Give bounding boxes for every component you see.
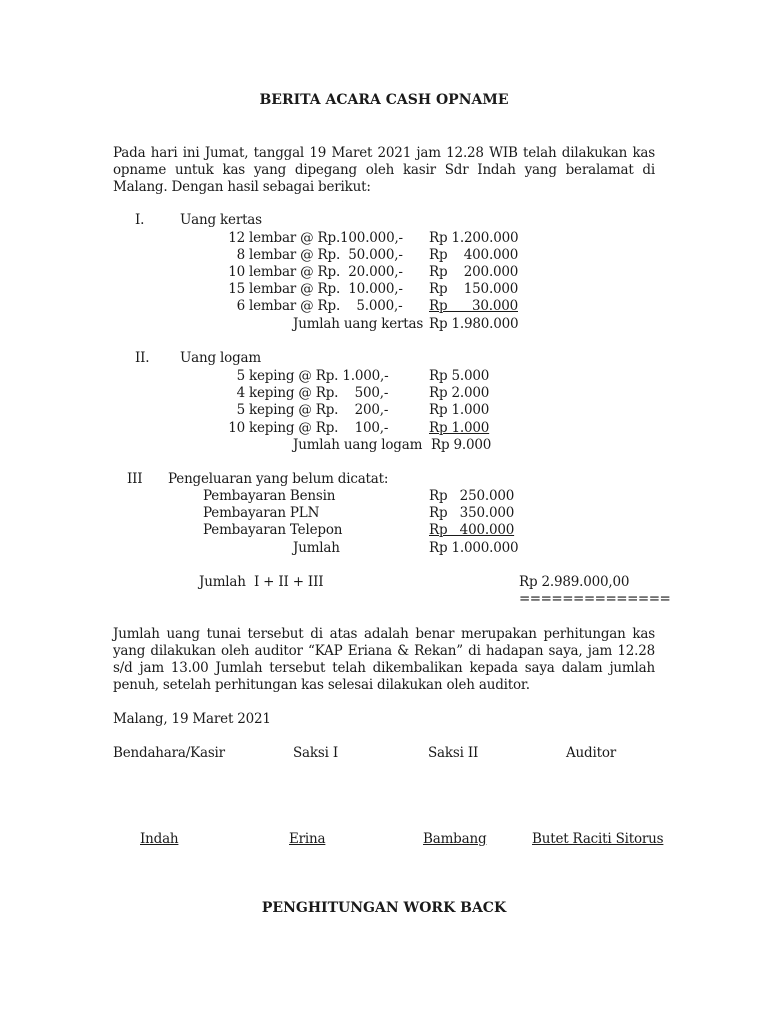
kertas-qty: 8	[236, 247, 245, 263]
pengeluaran-label: Pembayaran PLN	[203, 505, 320, 521]
kertas-total-label: Jumlah uang kertas	[293, 316, 424, 332]
signatory-role: Auditor	[566, 745, 617, 761]
logam-qty: 4	[236, 385, 245, 401]
logam-unit: keping @ Rp. 1.000,-	[249, 368, 389, 384]
kertas-unit: lembar @ Rp. 5.000,-	[249, 298, 403, 314]
logam-amount: Rp 2.000	[429, 385, 490, 401]
pengeluaran-amount: Rp 350.000	[429, 505, 515, 521]
closing-paragraph: Jumlah uang tunai tersebut di atas adalah benar merupakan perhitungan kas yang dilakukan oleh auditor “KAP Eriana & Rekan” di hadapan saya, jam 12.28 s/d jam 13.00 Jumlah tersebut telah dikembalikan kepada saya dalam jumlah penuh, setelah perhitungan kas selesai dilakukan oleh auditor.	[113, 626, 655, 693]
kertas-amount: Rp 150.000	[429, 281, 519, 297]
signatory-role: Bendahara/Kasir	[113, 745, 225, 761]
pengeluaran-total-amount: Rp 1.000.000	[429, 540, 519, 556]
kertas-qty: 6	[236, 298, 245, 314]
grand-total-double-rule: ==============	[519, 591, 671, 607]
kertas-total-amount: Rp 1.980.000	[429, 316, 519, 332]
kertas-qty: 12	[228, 230, 245, 246]
section-i-numeral: I.	[135, 212, 145, 228]
signatory-name: Bambang	[423, 831, 487, 847]
signatory-name: Butet Raciti Sitorus	[532, 831, 664, 847]
signatory-name: Indah	[140, 831, 179, 847]
kertas-qty: 10	[228, 264, 245, 280]
logam-unit: keping @ Rp. 500,-	[249, 385, 389, 401]
logam-qty: 10	[228, 420, 245, 436]
pengeluaran-total-label: Jumlah	[293, 540, 340, 556]
signatory-name: Erina	[289, 831, 326, 847]
section-iii-numeral: III	[127, 471, 143, 487]
document-title: BERITA ACARA CASH OPNAME	[259, 92, 509, 108]
kertas-unit: lembar @ Rp. 50.000,-	[249, 247, 403, 263]
signatory-role: Saksi I	[293, 745, 338, 761]
pengeluaran-amount: Rp 250.000	[429, 488, 515, 504]
kertas-amount: Rp 1.200.000	[429, 230, 519, 246]
logam-amount-underlined: Rp 1.000	[429, 420, 490, 436]
place-date: Malang, 19 Maret 2021	[113, 711, 271, 727]
logam-unit: keping @ Rp. 200,-	[249, 402, 389, 418]
pengeluaran-amount-underlined: Rp 400.000	[429, 522, 515, 538]
kertas-amount: Rp 200.000	[429, 264, 519, 280]
section-i-heading: Uang kertas	[180, 212, 262, 228]
kertas-unit: lembar @ Rp. 10.000,-	[249, 281, 403, 297]
grand-total-label: Jumlah I + II + III	[199, 574, 324, 590]
section-ii-heading: Uang logam	[180, 350, 261, 366]
logam-amount: Rp 5.000	[429, 368, 490, 384]
pengeluaran-label: Pembayaran Bensin	[203, 488, 336, 504]
logam-total-label: Jumlah uang logam	[293, 437, 423, 453]
grand-total-amount: Rp 2.989.000,00	[519, 574, 630, 590]
kertas-unit: lembar @ Rp.100.000,-	[249, 230, 403, 246]
logam-qty: 5	[236, 368, 245, 384]
kertas-unit: lembar @ Rp. 20.000,-	[249, 264, 403, 280]
logam-unit: keping @ Rp. 100,-	[249, 420, 389, 436]
logam-total-amount: Rp 9.000	[431, 437, 492, 453]
intro-paragraph: Pada hari ini Jumat, tanggal 19 Maret 2021 jam 12.28 WIB telah dilakukan kas opname untuk kas yang dipegang oleh kasir Sdr Indah yang beralamat di Malang. Dengan hasil sebagai berikut:	[113, 145, 655, 195]
kertas-amount: Rp 400.000	[429, 247, 519, 263]
signatory-role: Saksi II	[428, 745, 479, 761]
logam-amount: Rp 1.000	[429, 402, 490, 418]
kertas-qty: 15	[228, 281, 245, 297]
work-back-heading: PENGHITUNGAN WORK BACK	[261, 900, 507, 916]
section-iii-heading: Pengeluaran yang belum dicatat:	[168, 471, 389, 487]
logam-qty: 5	[236, 402, 245, 418]
pengeluaran-label: Pembayaran Telepon	[203, 522, 343, 538]
section-ii-numeral: II.	[135, 350, 150, 366]
kertas-amount-underlined: Rp 30.000	[429, 298, 518, 314]
